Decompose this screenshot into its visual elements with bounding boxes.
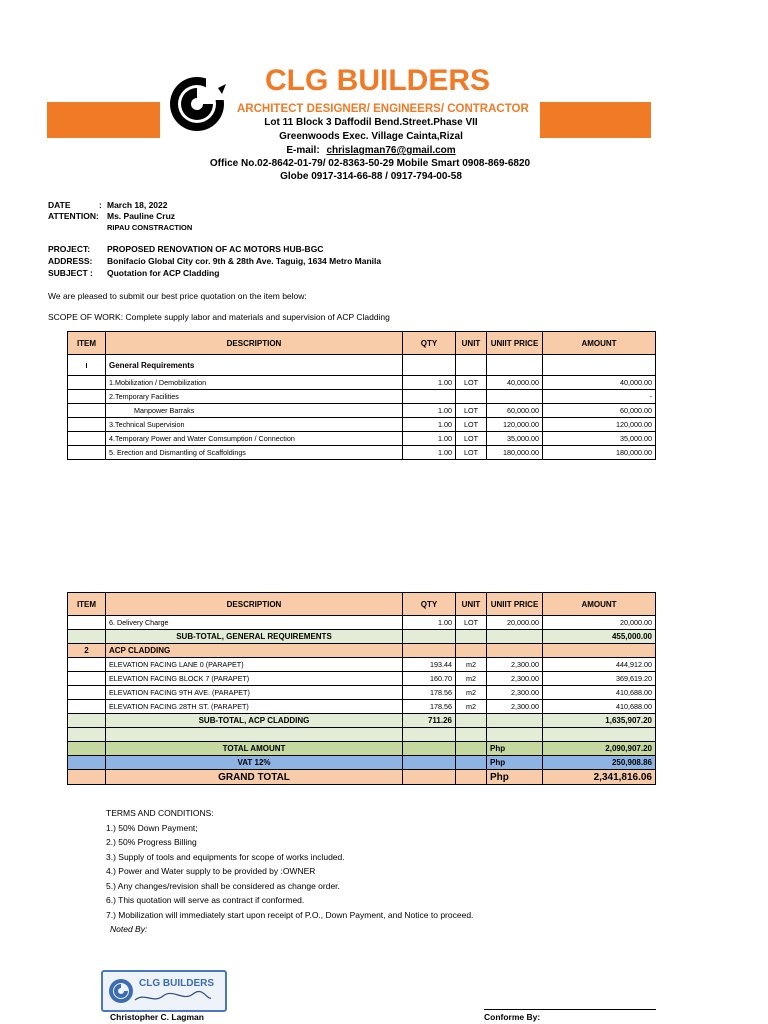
company-phones-1: Office No.02-8642-01-79/ 02-8363-50-29 Mobile Smart 0908-869-6820 — [209, 158, 531, 169]
table-row: Manpower Barraks 1.00 LOT 60,000.00 60,000.00 — [68, 404, 656, 418]
col-unit-price: UNIIT PRICE — [487, 332, 543, 355]
section-row: 2 ACP CLADDING — [68, 644, 656, 658]
subtotal-general-row: SUB-TOTAL, GENERAL REQUIREMENTS 455,000.00 — [68, 630, 656, 644]
address-value: Bonifacio Global City cor. 9th & 28th Ave. Taguig, 1634 Metro Manila — [107, 256, 382, 266]
signatory-name: Christopher C. Lagman — [110, 1012, 204, 1022]
header-bar-left — [47, 102, 160, 138]
table-row: 6. Delivery Charge 1.00 LOT 20,000.00 20,000.00 — [68, 616, 656, 630]
company-name: CLG BUILDERS — [265, 64, 490, 97]
vat-row: VAT 12% Php 250,908.86 — [68, 756, 656, 770]
attention-label: ATTENTION: — [48, 211, 99, 221]
company-address-1: Lot 11 Block 3 Daffodil Bend.Street.Phase VII — [264, 117, 478, 128]
subject-value: Quotation for ACP Cladding — [107, 268, 220, 278]
company-logo — [166, 74, 234, 132]
scope-text: SCOPE OF WORK: Complete supply labor and materials and supervision of ACP Cladding — [48, 312, 390, 322]
term-item: 3.) Supply of tools and equipments for scope of works included. — [106, 851, 345, 862]
table-row: ELEVATION FACING LANE 0 (PARAPET) 193.44 m2 2,300.00 444,912.00 — [68, 658, 656, 672]
col-unit: UNIT — [456, 593, 487, 616]
table-row: 3.Technical Supervision 1.00 LOT 120,000.00 120,000.00 — [68, 418, 656, 432]
conforme-label: Conforme By: — [484, 1012, 541, 1022]
table-row: ELEVATION FACING 28TH ST. (PARAPET) 178.56 m2 2,300.00 410,688.00 — [68, 700, 656, 714]
project-value: PROPOSED RENOVATION OF AC MOTORS HUB-BGC — [107, 244, 324, 254]
stamp-text: CLG BUILDERS — [139, 978, 214, 989]
col-qty: QTY — [403, 593, 456, 616]
noted-by: Noted By: — [110, 924, 148, 934]
company-email[interactable]: chrislagman76@gmail.com — [326, 145, 456, 156]
company-address-2: Greenwoods Exec. Village Cainta,Rizal — [279, 131, 463, 142]
subtotal-acp-row: SUB-TOTAL, ACP CLADDING 711.26 1,635,907.20 — [68, 714, 656, 728]
company-tagline: ARCHITECT DESIGNER/ ENGINEERS/ CONTRACTOR — [237, 103, 529, 115]
col-item: ITEM — [68, 332, 106, 355]
col-item: ITEM — [68, 593, 106, 616]
date-label: DATE — [48, 200, 71, 210]
col-description: DESCRIPTION — [106, 332, 403, 355]
attention-company: RIPAU CONSTRACTION — [107, 223, 193, 232]
company-phones-2: Globe 0917-314-66-88 / 0917-794-00-58 — [280, 171, 462, 182]
col-amount: AMOUNT — [543, 332, 656, 355]
company-stamp — [101, 970, 227, 1012]
address-label: ADDRESS: — [48, 256, 93, 266]
table-row: 1.Mobilization / Demobilization 1.00 LOT 40,000.00 40,000.00 — [68, 376, 656, 390]
term-item: 4.) Power and Water supply to be provided by :OWNER — [106, 866, 316, 876]
col-unit: UNIT — [456, 332, 487, 355]
col-amount: AMOUNT — [543, 593, 656, 616]
quotation-table-2 — [67, 592, 656, 785]
col-qty: QTY — [403, 332, 456, 355]
section-item: I — [68, 355, 106, 376]
signature-scribble — [133, 990, 213, 1006]
total-row: TOTAL AMOUNT Php 2,090,907.20 — [68, 742, 656, 756]
table-row: 4.Temporary Power and Water Comsumption / Connection 1.00 LOT 35,000.00 35,000.00 — [68, 432, 656, 446]
company-email-line — [236, 145, 506, 156]
intro-text: We are pleased to submit our best price quotation on the item below: — [48, 291, 307, 301]
date-sep: : — [99, 200, 102, 210]
header-bar-right — [540, 102, 651, 138]
terms-block — [106, 808, 473, 939]
section-title: General Requirements — [106, 355, 403, 376]
quotation-table-1 — [67, 331, 656, 460]
term-item: 2.) 50% Progress Billing — [106, 837, 197, 847]
date-value: March 18, 2022 — [107, 200, 168, 210]
table-row: 5. Erection and Dismantling of Scaffoldings 1.00 LOT 180,000.00 180,000.00 — [68, 446, 656, 460]
section-row — [68, 355, 656, 376]
col-unit-price: UNIIT PRICE — [487, 593, 543, 616]
term-item: 1.) 50% Down Payment; — [106, 822, 198, 833]
conforme-line — [484, 1009, 656, 1010]
subject-label: SUBJECT : — [48, 268, 93, 278]
table-row: ELEVATION FACING BLOCK 7 (PARAPET) 160.70 m2 2,300.00 369,619.20 — [68, 672, 656, 686]
project-label: PROJECT: — [48, 244, 91, 254]
col-description: DESCRIPTION — [106, 593, 403, 616]
table-header-row — [68, 332, 656, 355]
grand-total-row: GRAND TOTAL Php 2,341,816.06 — [68, 770, 656, 785]
term-item: 6.) This quotation will serve as contract if conformed. — [106, 895, 305, 905]
term-item: 7.) Mobilization will immediately start upon receipt of P.O., Down Payment, and Notice to proceed. — [106, 909, 474, 920]
table-row: ELEVATION FACING 9TH AVE. (PARAPET) 178.56 m2 2,300.00 410,688.00 — [68, 686, 656, 700]
spacer-row — [68, 728, 656, 742]
email-label: E-mail: — [286, 145, 320, 156]
table-row: 2.Temporary Facilities - — [68, 390, 656, 404]
terms-title: TERMS AND CONDITIONS: — [106, 808, 214, 818]
table-header-row — [68, 593, 656, 616]
term-item: 5.) Any changes/revision shall be considered as change order. — [106, 880, 340, 891]
attention-value: Ms. Pauline Cruz — [107, 211, 176, 221]
